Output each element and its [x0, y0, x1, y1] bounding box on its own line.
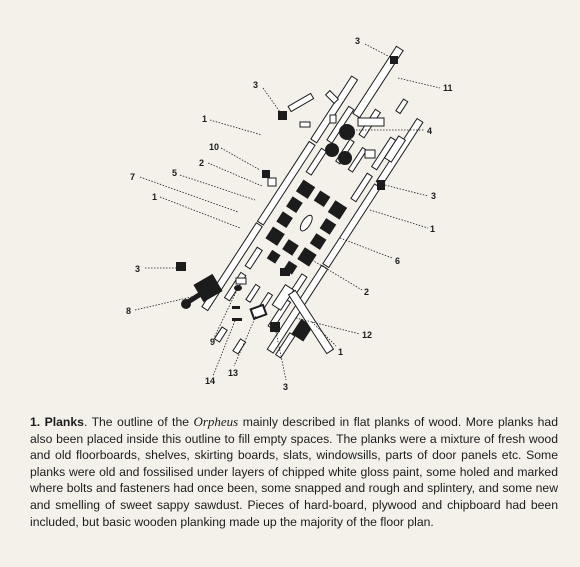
label-3-top: 3 — [355, 36, 361, 46]
label-13: 13 — [228, 368, 239, 378]
label-14: 14 — [205, 376, 216, 386]
block-9b — [236, 278, 246, 284]
caption-ship-name: Orpheus — [193, 414, 239, 429]
oval-9 — [234, 285, 242, 291]
block-10b — [268, 178, 276, 186]
label-5: 5 — [172, 168, 178, 178]
block-central-1 — [265, 227, 284, 246]
caption-text-1: . The outline of the — [83, 415, 194, 429]
block-10 — [262, 170, 270, 178]
caption-text-2: mainly described in flat planks of wood. More planks had also been placed inside this outline to fill empty spaces. The planks were a mixture of fresh wood and old floorboards, shelves, skirting boards, slats, windowsills, parts of door panels etc. Some planks were old and fossilised under layers of chipped white gloss paint, some holed and marked where bolts and fasteners had once been, some snapped and rough and splintery, and some new and smelling of sweet sappy sawdust. Pieces of hard-board, plywood and chipboard had been included, but basic wooden planking made up the majority of the floor plan. — [30, 415, 558, 529]
plank-right-b — [365, 150, 375, 158]
circle-4b — [325, 143, 339, 157]
mast-cap-top — [390, 56, 398, 64]
plank-bow-c — [358, 118, 384, 126]
block-central-5 — [282, 239, 299, 256]
block-central-11 — [267, 250, 281, 264]
block-central-9 — [320, 218, 337, 235]
plank-inner-15 — [396, 99, 408, 113]
plank-inner-9 — [246, 284, 260, 302]
label-3-upper: 3 — [253, 80, 259, 90]
label-9: 9 — [210, 337, 216, 347]
label-2-upper: 2 — [199, 158, 205, 168]
label-2-lower: 2 — [364, 287, 370, 297]
anchor-knob-8 — [181, 299, 191, 309]
block-central-2 — [276, 211, 293, 228]
block-3-upper — [278, 111, 287, 120]
bar-14b — [232, 318, 242, 321]
block-2-lower — [280, 268, 290, 276]
plank-stern-1 — [214, 327, 227, 342]
label-1-upper: 1 — [202, 114, 208, 124]
plank-bow-a — [288, 93, 314, 111]
block-central-3 — [286, 196, 303, 213]
label-3-right: 3 — [431, 191, 437, 201]
label-1-bottom: 1 — [338, 347, 344, 357]
block-3-right — [377, 180, 385, 190]
centre-oval — [298, 213, 315, 232]
label-1-mid: 1 — [152, 192, 158, 202]
block-central-8 — [310, 233, 327, 250]
circle-4c — [338, 151, 352, 165]
caption-paragraph — [30, 414, 558, 530]
bar-14a — [232, 306, 240, 309]
frame-13 — [251, 305, 267, 319]
label-6: 6 — [395, 256, 401, 266]
plank-inner-2 — [245, 247, 262, 269]
label-7: 7 — [130, 172, 136, 182]
circle-large-4 — [339, 124, 355, 140]
label-1-right: 1 — [430, 224, 436, 234]
plank-bow-e — [330, 115, 336, 123]
block-3-bottom — [270, 322, 280, 332]
block-central-10 — [328, 200, 347, 219]
caption-title: 1. Planks — [30, 415, 84, 429]
block-central-6 — [314, 190, 331, 207]
block-central-7 — [297, 247, 316, 266]
label-3-bottom: 3 — [283, 382, 289, 392]
block-central-4 — [296, 180, 315, 199]
label-10: 10 — [209, 142, 220, 152]
label-4: 4 — [427, 126, 433, 136]
plank-bow-b — [326, 91, 339, 104]
label-11: 11 — [443, 83, 453, 93]
label-8: 8 — [126, 306, 132, 316]
plank-bow-d — [300, 122, 310, 127]
label-3-left: 3 — [135, 264, 141, 274]
plank-stern-2 — [233, 339, 246, 354]
block-3-left — [176, 262, 186, 271]
label-12: 12 — [362, 330, 373, 340]
